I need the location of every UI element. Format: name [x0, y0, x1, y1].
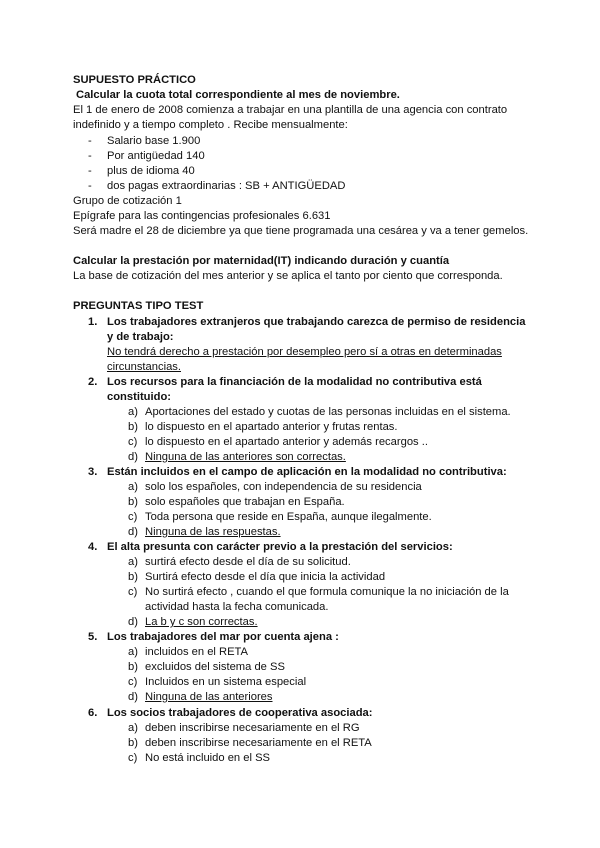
- question-text: Los socios trabajadores de cooperativa asociada:: [107, 707, 373, 719]
- option-letter: a): [128, 406, 138, 418]
- supuesto-intro-2: indefinido y a tiempo completo . Recibe mensualmente:: [73, 119, 348, 131]
- option-letter: d): [128, 691, 138, 703]
- option-letter: d): [128, 526, 138, 538]
- bullet-item: Salario base 1.900: [107, 135, 201, 147]
- question-number: 5.: [88, 631, 98, 643]
- option-text: lo dispuesto en el apartado anterior y frutas rentas.: [145, 421, 398, 433]
- option-text: lo dispuesto en el apartado anterior y además recargos ..: [145, 436, 428, 448]
- option-text-correct: Ninguna de las anteriores: [145, 691, 273, 703]
- option-letter: c): [128, 511, 138, 523]
- bullet-item: plus de idioma 40: [107, 165, 195, 177]
- option-text: No surtirá efecto , cuando el que formula comunique la no iniciación de la: [145, 586, 509, 598]
- option-letter: b): [128, 496, 138, 508]
- bullet-dash: -: [88, 180, 92, 192]
- question-number: 2.: [88, 376, 98, 388]
- option-text: incluidos en el RETA: [145, 646, 249, 658]
- section-title-supuesto: SUPUESTO PRÁCTICO: [73, 74, 196, 86]
- question-number: 6.: [88, 707, 98, 719]
- option-text: solo los españoles, con independencia de su residencia: [145, 481, 422, 493]
- madre-text: Será madre el 28 de diciembre ya que tiene programada una cesárea y va a tener gemelos.: [73, 225, 529, 237]
- option-letter: a): [128, 646, 138, 658]
- prestacion-text: La base de cotización del mes anterior y se aplica el tanto por ciento que corresponda.: [73, 270, 503, 282]
- option-letter: a): [128, 481, 138, 493]
- question-text: Los trabajadores extranjeros que trabajando carezca de permiso de residencia: [107, 316, 526, 328]
- option-letter: b): [128, 421, 138, 433]
- grupo-cotizacion: Grupo de cotización 1: [73, 195, 182, 207]
- option-letter: c): [128, 752, 138, 764]
- answer-underlined: No tendrá derecho a prestación por desempleo pero sí a otras en determinadas: [107, 346, 502, 358]
- bullet-dash: -: [88, 165, 92, 177]
- option-letter: c): [128, 436, 138, 448]
- supuesto-intro-1: El 1 de enero de 2008 comienza a trabajar en una plantilla de una agencia con contrato: [73, 104, 508, 116]
- option-letter: a): [128, 722, 138, 734]
- option-text: Toda persona que reside en España, aunque ilegalmente.: [145, 511, 432, 523]
- question-number: 1.: [88, 316, 98, 328]
- question-text: El alta presunta con carácter previo a la prestación del servicios:: [107, 541, 453, 553]
- option-text-correct: La b y c son correctas.: [145, 616, 258, 628]
- option-text: deben inscribirse necesariamente en el RG: [145, 722, 360, 734]
- option-text: excluidos del sistema de SS: [145, 661, 285, 673]
- question-text: constituido:: [107, 391, 172, 403]
- question-text: Los trabajadores del mar por cuenta ajena :: [107, 631, 339, 643]
- option-text: No está incluido en el SS: [145, 752, 271, 764]
- option-letter: c): [128, 586, 138, 598]
- option-text: Aportaciones del estado y cuotas de las personas incluidas en el sistema.: [145, 406, 511, 418]
- question-number: 3.: [88, 466, 98, 478]
- option-text: Surtirá efecto desde el día que inicia la actividad: [145, 571, 386, 583]
- test-title: PREGUNTAS TIPO TEST: [73, 300, 204, 312]
- option-letter: b): [128, 737, 138, 749]
- option-letter: a): [128, 556, 138, 568]
- option-letter: d): [128, 451, 138, 463]
- option-letter: b): [128, 661, 138, 673]
- option-text-correct: Ninguna de las respuestas.: [145, 526, 281, 538]
- question-text: Los recursos para la financiación de la modalidad no contributiva está: [107, 376, 482, 388]
- option-text: deben inscribirse necesariamente en el RETA: [145, 737, 372, 749]
- option-letter: b): [128, 571, 138, 583]
- bullet-item: Por antigüedad 140: [107, 150, 205, 162]
- option-text-correct: Ninguna de las anteriores son correctas.: [145, 451, 346, 463]
- option-text: solo españoles que trabajan en España.: [145, 496, 345, 508]
- question-number: 4.: [88, 541, 98, 553]
- question-text: Están incluidos en el campo de aplicación en la modalidad no contributiva:: [107, 466, 507, 478]
- question-text: y de trabajo:: [107, 331, 174, 343]
- option-text: Incluidos en un sistema especial: [145, 676, 307, 688]
- prestacion-title: Calcular la prestación por maternidad(IT) indicando duración y cuantía: [73, 255, 450, 267]
- bullet-dash: -: [88, 150, 92, 162]
- supuesto-subtitle: Calcular la cuota total correspondiente al mes de noviembre.: [76, 89, 400, 101]
- bullet-dash: -: [88, 135, 92, 147]
- option-letter: d): [128, 616, 138, 628]
- bullet-item: dos pagas extraordinarias : SB + ANTIGÜEDAD: [107, 180, 346, 192]
- option-letter: c): [128, 676, 138, 688]
- answer-underlined: circunstancias.: [107, 361, 181, 373]
- epigrafe: Epígrafe para las contingencias profesionales 6.631: [73, 210, 331, 222]
- option-text: surtirá efecto desde el día de su solicitud.: [145, 556, 351, 568]
- option-text: actividad hasta la fecha comunicada.: [145, 601, 329, 613]
